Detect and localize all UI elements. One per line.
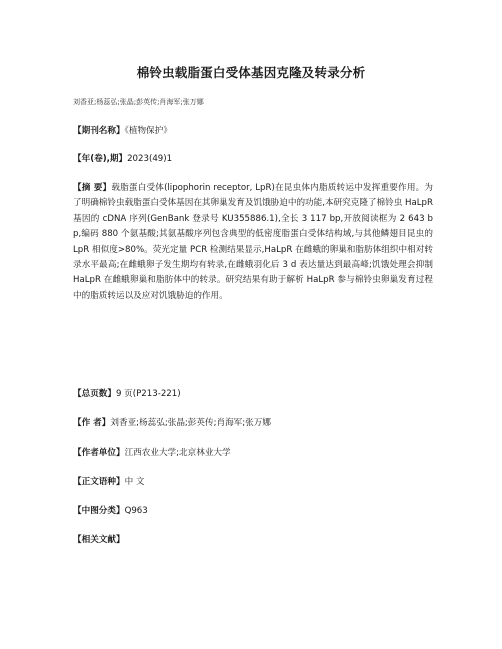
authors-value: 刘香亚;杨蕊弘;张晶;彭英传;肖海军;张万娜	[110, 418, 271, 428]
related-field	[73, 533, 433, 548]
classification-field	[73, 504, 433, 519]
authors-label: 【作 者】	[73, 418, 111, 428]
pages-label: 【总页数】	[73, 389, 116, 399]
abstract-label: 【摘 要】	[73, 183, 112, 193]
document-title: 棉铃虫载脂蛋白受体基因克隆及转录分析	[136, 65, 366, 80]
journal-value: 《植物保护》	[124, 126, 172, 136]
issue-value: 2023(49)1	[127, 154, 173, 164]
classification-label: 【中图分类】	[73, 506, 125, 516]
journal-field	[73, 124, 433, 139]
pages-value: 9 页(P213-221)	[115, 389, 181, 399]
issue-label: 【年(卷),期】	[73, 154, 128, 164]
issue-field	[73, 152, 433, 167]
affiliation-label: 【作者单位】	[73, 448, 125, 458]
language-value: 中 文	[124, 477, 145, 487]
related-label: 【相关文献】	[73, 535, 125, 545]
journal-label: 【期刊名称】	[73, 126, 125, 136]
language-label: 【正文语种】	[73, 477, 125, 487]
language-field	[73, 475, 433, 490]
affiliation-field	[73, 446, 433, 461]
classification-value: Q963	[124, 506, 148, 516]
abstract-field	[73, 181, 433, 304]
affiliation-value: 江西农业大学;北京林业大学	[124, 448, 231, 458]
pages-field	[73, 387, 433, 402]
abstract-text: 载脂蛋白受体(lipophorin receptor, LpR)在昆虫体内脂质转运中发挥重要作用。为了明确棉铃虫载脂蛋白受体基因在其卵巢发育及饥饿胁迫中的功能,本研究克隆了棉铃虫 HaLpR 基因的 cDNA 序列(GenBank 登录号 KU355886.1),全长 3 117 bp,开放阅读框为 2 643 bp,编码 880 个氨基酸;其氨基酸序列包含典型的低密度脂蛋白受体结构域,与其他鳞翅目昆虫的 LpR 相似度>80%。荧光定量 PCR 检测结果显示,HaLpR 在雌蛾的卵巢和脂肪体组织中相对转录水平最高;在雌蛾卵子发生期均有转录,在雌蛾羽化后 3 d 表达量达到最高峰;饥饿处理会抑制 HaLpR 在雌蛾卵巢和脂肪体中的转录。研究结果有助于解析 HaLpR 参与棉铃虫卵巢发育过程中的脂质转运以及应对饥饿胁迫的作用。	[73, 183, 434, 301]
authors-line: 刘香亚;杨蕊弘;张晶;彭英传;肖海军;张万娜	[73, 98, 204, 106]
authors-field	[73, 416, 433, 431]
